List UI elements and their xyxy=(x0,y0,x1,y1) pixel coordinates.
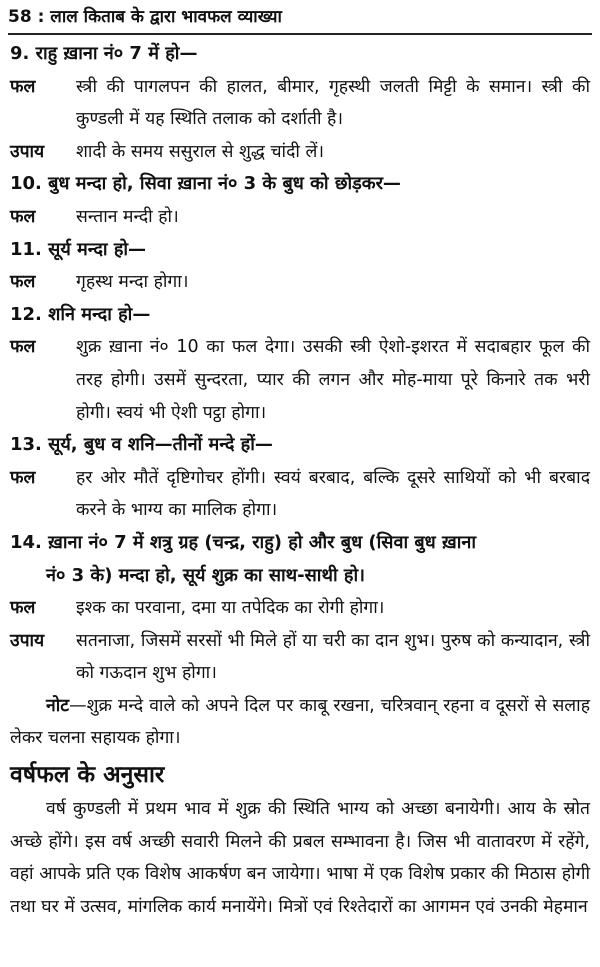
entry-text: सतनाजा, जिसमें सरसों भी मिले हों या चरी का दान शुभ। पुरुष को कन्यादान, स्त्री को गऊदान शुभ होगा। xyxy=(76,630,590,684)
item-heading: 9. राहु ख़ाना नं० 7 में हो— xyxy=(10,43,198,64)
item-heading-line-2: नं० 3 के) मन्दा हो, सूर्य शुक्र का साथ-साथी हो। xyxy=(46,564,365,586)
item-heading-line-1: 14. ख़ाना नं० 7 में शत्रु ग्रह (चन्द्र, राहु) हो और बुध (सिवा बुध ख़ाना xyxy=(10,531,477,553)
item-heading xyxy=(10,527,590,592)
note-text: —शुक्र मन्दे वाले को अपने दिल पर काबू रखना, चरित्रवान् रहना व दूसरों से सलाह लेकर चलना सहायक होगा। xyxy=(10,695,590,749)
entry-label: फल xyxy=(10,598,36,619)
item-13 xyxy=(10,429,590,527)
remedy-entry xyxy=(10,136,590,169)
entry-text: इश्क का परवाना, दमा या तपेदिक का रोगी होगा। xyxy=(76,598,385,619)
item-heading: 12. शनि मन्दा हो— xyxy=(10,303,151,325)
item-heading: 11. सूर्य मन्दा हो— xyxy=(10,238,147,260)
page-body xyxy=(10,38,590,923)
header-rule xyxy=(8,33,592,35)
entry-text: शादी के समय ससुराल से शुद्ध चांदी लें। xyxy=(76,141,324,162)
entry-text: शुक्र ख़ाना नं० 10 का फल देगा। उसकी स्त्री ऐशो-इशरत में सदाबहार फूल की तरह होगी। उसमें सुन्दरता, प्यार की लगन और मोह-माया पूरे किनारे तक भरी होगी। स्वयं भी ऐशी पट्ठा होगा। xyxy=(76,337,590,423)
result-entry xyxy=(10,592,590,625)
entry-label: फल xyxy=(10,337,36,358)
entry-label: उपाय xyxy=(10,141,45,162)
item-10 xyxy=(10,168,590,233)
section-title: वर्षफल के अनुसार xyxy=(10,762,165,789)
running-head: 58 : लाल किताब के द्वारा भावफल व्याख्या xyxy=(8,7,282,27)
remedy-entry xyxy=(10,625,590,690)
result-entry xyxy=(10,201,590,234)
item-heading: 10. बुध मन्दा हो, सिवा ख़ाना नं० 3 के बुध को छोड़कर— xyxy=(10,173,401,195)
entry-label: उपाय xyxy=(10,630,45,651)
entry-label: फल xyxy=(10,206,36,227)
note-label: नोट xyxy=(46,695,70,716)
item-heading: 13. सूर्य, बुध व शनि—तीनों मन्दे हों— xyxy=(10,434,273,456)
result-entry xyxy=(10,71,590,136)
entry-label: फल xyxy=(10,76,36,97)
item-12 xyxy=(10,299,590,429)
entry-text: गृहस्थ मन्दा होगा। xyxy=(76,272,189,293)
item-9 xyxy=(10,38,590,168)
entry-label: फल xyxy=(10,272,36,293)
entry-text: हर ओर मौतें दृष्टिगोचर होंगी। स्वयं बरबाद, बल्कि दूसरे साथियों को भी बरबाद करने के भाग्य का मालिक होगा। xyxy=(76,467,590,521)
item-14 xyxy=(10,527,590,690)
section-paragraph: वर्ष कुण्डली में प्रथम भाव में शुक्र की स्थिति भाग्य को अच्छा बनायेगी। आय के स्रोत अच्छे होंगे। इस वर्ष अच्छी सवारी मिलने की प्रबल सम्भावना है। जिस भी वातावरण में रहेंगे, वहां आपके प्रति एक विशेष आकर्षण बन जायेगा। भाषा में एक विशेष प्रकार की मिठास होगी तथा घर में उत्सव, मांगलिक कार्य मनायेंगे। मित्रों एवं रिश्तेदारों का आगमन एवं उनकी मेहमान xyxy=(10,799,590,917)
result-entry xyxy=(10,331,590,429)
result-entry xyxy=(10,462,590,527)
entry-text: स्त्री की पागलपन की हालत, बीमार, गृहस्थी जलती मिट्टी के समान। स्त्री की कुण्डली में यह स्थिति तलाक को दर्शाती है। xyxy=(76,76,590,130)
item-11 xyxy=(10,234,590,299)
entry-label: फल xyxy=(10,467,36,488)
note-paragraph xyxy=(10,690,590,755)
entry-text: सन्तान मन्दी हो। xyxy=(76,206,179,227)
result-entry xyxy=(10,266,590,299)
